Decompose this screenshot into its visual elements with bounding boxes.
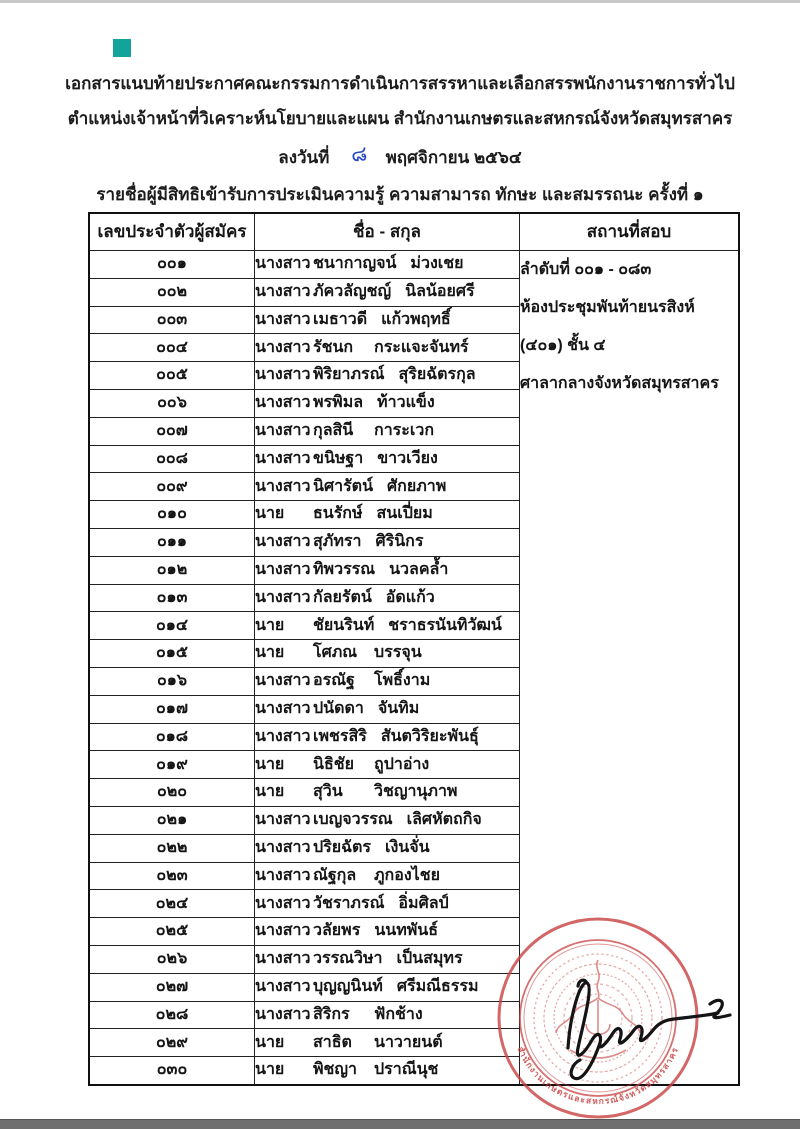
document-title-line2: ตำแหน่งเจ้าหน้าที่วิเคราะห์นโยบายและแผน สำนักงานเกษตรและสหกรณ์จังหวัดสมุทรสาคร: [67, 109, 733, 128]
last-name: ปราณีนุช: [374, 1061, 439, 1079]
first-name: พิริยาภรณ์: [313, 366, 385, 384]
applicant-id: ๐๑๓: [89, 584, 255, 612]
first-name: กุลสินี: [313, 421, 354, 439]
last-name: ท้าวแข็ง: [377, 394, 435, 412]
applicant-id: ๐๐๑: [89, 251, 255, 279]
applicant-id: ๐๐๙: [89, 473, 255, 501]
applicant-name: [255, 918, 520, 946]
applicant-name: [255, 334, 520, 362]
name-title: นาย: [255, 783, 285, 801]
applicant-name: [255, 473, 520, 501]
applicant-id: ๐๒๗: [89, 973, 255, 1001]
applicant-name: [255, 528, 520, 556]
name-title: นางสาว: [255, 366, 311, 384]
last-name: นวลคล้ำ: [389, 560, 449, 578]
applicant-id: ๐๑๕: [89, 640, 255, 668]
applicant-name: [255, 890, 520, 918]
handwritten-signature: [538, 968, 753, 1093]
applicant-id: ๐๑๔: [89, 612, 255, 640]
first-name: รัชนก: [313, 338, 354, 356]
applicant-id: ๐๑๒: [89, 556, 255, 584]
name-title: นาย: [255, 1033, 285, 1051]
last-name: เลิศหัตถกิจ: [406, 811, 482, 829]
applicant-id: ๐๐๕: [89, 362, 255, 390]
applicant-id: ๐๒๙: [89, 1029, 255, 1057]
applicant-id: ๐๐๔: [89, 334, 255, 362]
applicant-name: [255, 612, 520, 640]
name-title: นางสาว: [255, 394, 311, 412]
applicant-name: [255, 1057, 520, 1085]
last-name: จันทิม: [377, 699, 420, 717]
applicant-id: ๐๒๘: [89, 1001, 255, 1029]
name-title: นางสาว: [255, 421, 311, 439]
name-title: นางสาว: [255, 699, 311, 717]
last-name: ศิรินิกร: [375, 533, 424, 551]
name-title: นางสาว: [255, 560, 311, 578]
name-title: นาย: [255, 616, 285, 634]
date-prefix: ลงวันที่: [278, 148, 330, 167]
applicant-name: [255, 723, 520, 751]
name-title: นางสาว: [255, 672, 311, 690]
name-title: นางสาว: [255, 255, 311, 273]
first-name: เพชรสิริ: [313, 727, 367, 745]
handwritten-day-number: ๘: [350, 142, 369, 167]
first-name: ปริยฉัตร: [313, 838, 372, 856]
date-suffix: พฤศจิกายน ๒๕๖๔: [385, 148, 522, 167]
applicant-name: [255, 862, 520, 890]
first-name: ภัควลัญชญ์: [313, 283, 392, 300]
first-name: ชัยนรินท์: [313, 616, 375, 634]
name-title: นางสาว: [255, 894, 311, 912]
applicant-name: [255, 445, 520, 473]
name-title: นางสาว: [255, 588, 311, 606]
applicant-name: [255, 945, 520, 973]
applicant-id: ๐๐๓: [89, 306, 255, 334]
exam-location-line: ศาลากลางจังหวัดสมุทรสาคร: [520, 375, 719, 392]
last-name: สันตวิริยะพันธุ์: [380, 727, 479, 745]
applicant-name: [255, 1001, 520, 1029]
name-title: นาย: [255, 505, 285, 523]
name-title: นาย: [255, 644, 285, 662]
first-name: สาธิต: [313, 1033, 352, 1051]
applicant-id: ๐๒๑: [89, 806, 255, 834]
scan-top-edge: [0, 0, 800, 3]
first-name: สิริกร: [313, 1005, 350, 1023]
applicant-id: ๐๑๗: [89, 695, 255, 723]
applicant-id: ๐๑๙: [89, 751, 255, 779]
first-name: สุวิน: [313, 783, 343, 801]
first-name: ธนรักษ์: [313, 505, 363, 523]
applicant-id: ๐๓๐: [89, 1057, 255, 1085]
name-title: นางสาว: [255, 950, 311, 968]
name-title: นางสาว: [255, 533, 311, 551]
first-name: พรพิมล: [313, 394, 364, 412]
name-title: นางสาว: [255, 283, 311, 300]
first-name: นิศารัตน์: [313, 477, 373, 495]
seal-arc-text: สำนักงานเกษตรและสหกรณ์จังหวัดสมุทรสาคร: [515, 1045, 681, 1107]
first-name: โศภณ: [313, 644, 358, 662]
applicant-name: [255, 973, 520, 1001]
applicant-name: [255, 1029, 520, 1057]
name-title: นางสาว: [255, 338, 311, 356]
last-name: อิ่มศิลป์: [398, 894, 449, 912]
last-name: เงินจั่น: [385, 838, 430, 856]
applicant-id: ๐๐๖: [89, 389, 255, 417]
first-name: สุภัทรา: [313, 533, 362, 551]
applicant-name: [255, 667, 520, 695]
name-title: นางสาว: [255, 1005, 311, 1023]
name-title: นางสาว: [255, 449, 311, 467]
applicant-name: [255, 640, 520, 668]
applicant-name: [255, 556, 520, 584]
table-header: [89, 213, 739, 251]
applicant-id: ๐๑๖: [89, 667, 255, 695]
applicant-name: [255, 306, 520, 334]
last-name: การะเวก: [374, 421, 434, 439]
name-title: นางสาว: [255, 477, 311, 495]
first-name: พิชญา: [313, 1061, 358, 1079]
last-name: สนเปี่ยม: [376, 505, 433, 523]
name-title: นาย: [255, 755, 285, 773]
first-name: ชนากาญจน์: [313, 255, 397, 273]
first-name: วัชราภรณ์: [313, 894, 385, 912]
column-header-exam-location: สถานที่สอบ: [520, 213, 740, 251]
last-name: นาวายนต์: [374, 1033, 443, 1051]
applicant-id: ๐๒๖: [89, 945, 255, 973]
name-title: นางสาว: [255, 727, 311, 745]
applicant-name: [255, 806, 520, 834]
applicant-name: [255, 501, 520, 529]
applicant-id: ๐๒๒: [89, 834, 255, 862]
first-name: ปนัดดา: [313, 699, 364, 717]
document-date-line: [0, 140, 800, 173]
name-title: นางสาว: [255, 866, 311, 884]
table-row: [89, 251, 739, 279]
exam-location-line: ห้องประชุมพันท้ายนรสิงห์: [520, 299, 695, 316]
last-name: นิลน้อยศรี: [405, 283, 475, 300]
last-name: กระแจะจันทร์: [374, 338, 469, 356]
last-name: ศรีมณีธรรม: [396, 977, 479, 995]
applicant-id: ๐๐๒: [89, 278, 255, 306]
name-title: นางสาว: [255, 811, 311, 829]
applicant-name: [255, 362, 520, 390]
applicant-id: ๐๑๘: [89, 723, 255, 751]
first-name: เมธาวดี: [313, 310, 368, 328]
applicant-id: ๐๐๘: [89, 445, 255, 473]
applicant-id: ๐๒๕: [89, 918, 255, 946]
last-name: ฟักช้าง: [374, 1005, 423, 1023]
last-name: ม่วงเชย: [410, 255, 464, 273]
first-name: กัลยรัตน์: [313, 588, 372, 606]
applicant-name: [255, 417, 520, 445]
applicant-id: ๐๑๐: [89, 501, 255, 529]
applicant-id: ๐๐๗: [89, 417, 255, 445]
name-title: นาย: [255, 1061, 285, 1079]
roster-subtitle: รายชื่อผู้มีสิทธิเข้ารับการประเมินความรู้ ความสามารถ ทักษะ และสมรรถนะ ครั้งที่ ๑: [96, 185, 704, 204]
name-title: นางสาว: [255, 310, 311, 328]
last-name: แก้วพฤทธิ์: [381, 310, 451, 328]
name-title: นางสาว: [255, 838, 311, 856]
first-name: นิธิชัย: [313, 755, 354, 773]
applicant-name: [255, 278, 520, 306]
last-name: นนทพันธ์: [374, 922, 438, 940]
applicant-name: [255, 834, 520, 862]
first-name: วรรณวิษา: [313, 950, 383, 968]
applicant-name: [255, 695, 520, 723]
first-name: วลัยพร: [313, 922, 361, 940]
last-name: ชราธรนันทิวัฒน์: [388, 616, 502, 634]
exam-location-line: ลำดับที่ ๐๐๑ - ๐๘๓: [520, 261, 652, 278]
applicant-name: [255, 751, 520, 779]
applicant-name: [255, 584, 520, 612]
exam-location-line: (๔๐๑) ชั้น ๔: [520, 337, 606, 354]
last-name: อัดแก้ว: [385, 588, 435, 606]
first-name: อรณัฐ: [313, 672, 355, 690]
applicant-id: ๐๒๔: [89, 890, 255, 918]
last-name: เป็นสมุทร: [396, 950, 463, 968]
name-title: นางสาว: [255, 977, 311, 995]
last-name: บรรจุน: [374, 644, 422, 662]
column-header-name: ชื่อ - สกุล: [255, 213, 520, 251]
first-name: บุญญนินท์: [313, 977, 383, 995]
last-name: ขาวเวียง: [377, 449, 438, 467]
first-name: ขนิษฐา: [313, 449, 364, 467]
last-name: สุริยฉัตรกุล: [398, 366, 476, 384]
applicant-id: ๐๒๐: [89, 779, 255, 807]
last-name: ศักยภาพ: [387, 477, 447, 495]
last-name: ถูปาอ่าง: [374, 755, 430, 773]
first-name: ณัฐกุล: [313, 866, 357, 884]
name-title: นางสาว: [255, 922, 311, 940]
scan-teal-artifact: [113, 39, 131, 57]
last-name: วิชญานุภาพ: [374, 783, 458, 801]
applicant-id: ๐๒๓: [89, 862, 255, 890]
column-header-applicant-id: เลขประจำตัวผู้สมัคร: [89, 213, 255, 251]
first-name: ทิพวรรณ: [313, 560, 376, 578]
first-name: เบญจวรรณ: [313, 811, 393, 829]
document-title-line1: เอกสารแนบท้ายประกาศคณะกรรมการดำเนินการสรรหาและเลือกสรรพนักงานราชการทั่วไป: [65, 74, 735, 93]
last-name: โพธิ์งาม: [374, 672, 431, 690]
applicant-name: [255, 389, 520, 417]
last-name: ภูกองไชย: [374, 866, 440, 884]
applicant-id: ๐๑๑: [89, 528, 255, 556]
applicant-name: [255, 779, 520, 807]
applicant-name: [255, 251, 520, 279]
